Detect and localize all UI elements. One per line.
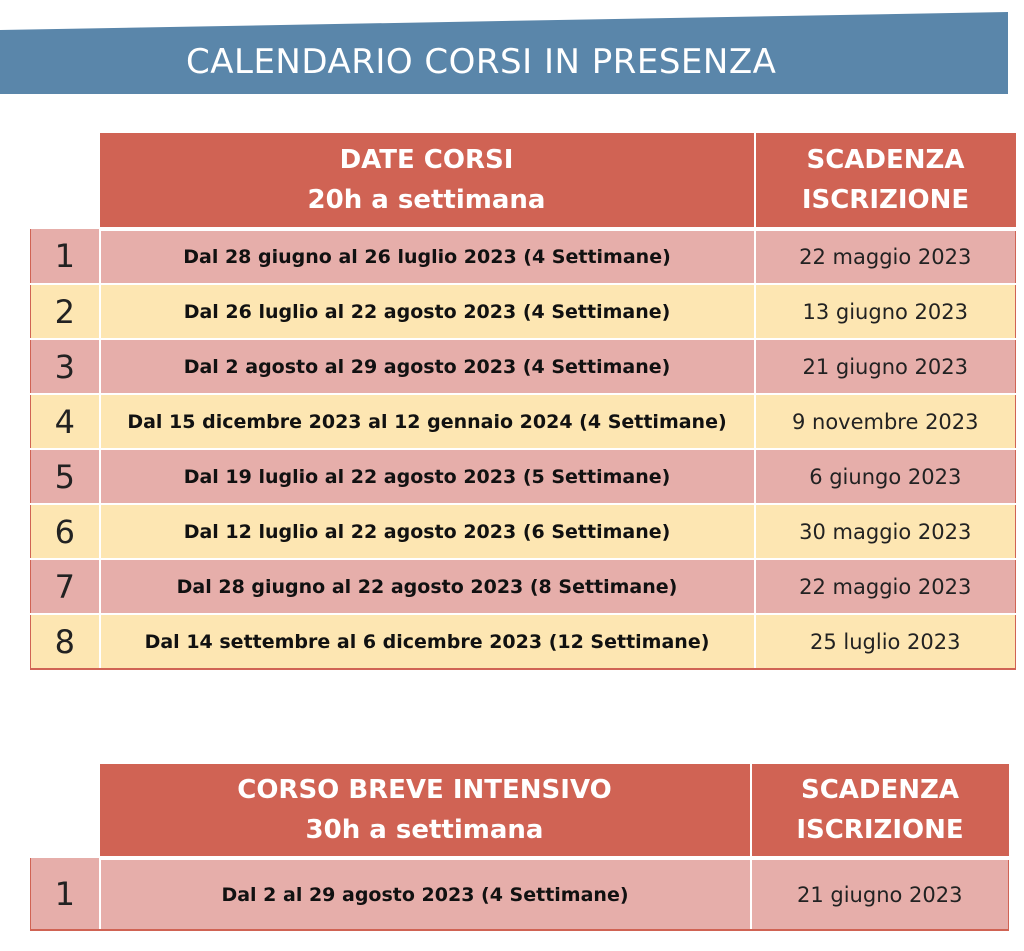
row-number: 8 (31, 614, 100, 669)
header-deadline-line1: SCADENZA (800, 775, 959, 805)
table-row (31, 284, 1016, 339)
course-dates: Dal 26 luglio al 22 agosto 2023 (4 Settimane) (100, 284, 755, 339)
row-number: 1 (31, 858, 100, 930)
table-row (31, 858, 1009, 930)
header-deadline-line1: SCADENZA (806, 145, 965, 175)
registration-deadline: 25 luglio 2023 (755, 614, 1016, 669)
table-row (31, 229, 1016, 284)
registration-deadline: 9 novembre 2023 (755, 394, 1016, 449)
registration-deadline: 6 giungo 2023 (755, 449, 1016, 504)
header-dates-title: DATE CORSI (339, 145, 514, 175)
registration-deadline: 22 maggio 2023 (755, 559, 1016, 614)
row-number: 7 (31, 559, 100, 614)
table-row (31, 339, 1016, 394)
table-row (31, 394, 1016, 449)
row-number: 3 (31, 339, 100, 394)
header-deadline (755, 133, 1016, 229)
row-number: 1 (31, 229, 100, 284)
intensive-course-table (30, 764, 1009, 931)
course-dates: Dal 2 al 29 agosto 2023 (4 Settimane) (100, 858, 751, 930)
registration-deadline: 13 giugno 2023 (755, 284, 1016, 339)
table-row (31, 449, 1016, 504)
registration-deadline: 22 maggio 2023 (755, 229, 1016, 284)
table-row (31, 504, 1016, 559)
header-intensive-course (100, 764, 751, 858)
registration-deadline: 21 giugno 2023 (755, 339, 1016, 394)
course-dates: Dal 14 settembre al 6 dicembre 2023 (12 Settimane) (100, 614, 755, 669)
course-dates: Dal 15 dicembre 2023 al 12 gennaio 2024 (4 Settimane) (100, 394, 755, 449)
courses-table (30, 133, 1016, 670)
course-dates: Dal 28 giugno al 22 agosto 2023 (8 Settimane) (100, 559, 755, 614)
header-deadline-line2: ISCRIZIONE (801, 185, 970, 215)
courses-table-header (31, 133, 1016, 229)
course-dates: Dal 12 luglio al 22 agosto 2023 (6 Settimane) (100, 504, 755, 559)
table-row (31, 614, 1016, 669)
page-title: CALENDARIO CORSI IN PRESENZA (186, 42, 777, 82)
header-blank-cell (31, 764, 100, 858)
header-deadline-line2: ISCRIZIONE (796, 815, 964, 845)
course-dates: Dal 28 giugno al 26 luglio 2023 (4 Settimane) (100, 229, 755, 284)
row-number: 4 (31, 394, 100, 449)
registration-deadline: 21 giugno 2023 (751, 858, 1009, 930)
row-number: 2 (31, 284, 100, 339)
header-deadline (751, 764, 1009, 858)
table-row (31, 559, 1016, 614)
course-dates: Dal 19 luglio al 22 agosto 2023 (5 Settimane) (100, 449, 755, 504)
course-dates: Dal 2 agosto al 29 agosto 2023 (4 Settimane) (100, 339, 755, 394)
row-number: 5 (31, 449, 100, 504)
header-blank-cell (31, 133, 100, 229)
header-dates (100, 133, 755, 229)
registration-deadline: 30 maggio 2023 (755, 504, 1016, 559)
header-dates-subtitle: 20h a settimana (307, 185, 546, 215)
header-intensive-title: CORSO BREVE INTENSIVO (237, 775, 612, 805)
row-number: 6 (31, 504, 100, 559)
header-intensive-subtitle: 30h a settimana (305, 815, 544, 845)
intensive-table-header (31, 764, 1009, 858)
